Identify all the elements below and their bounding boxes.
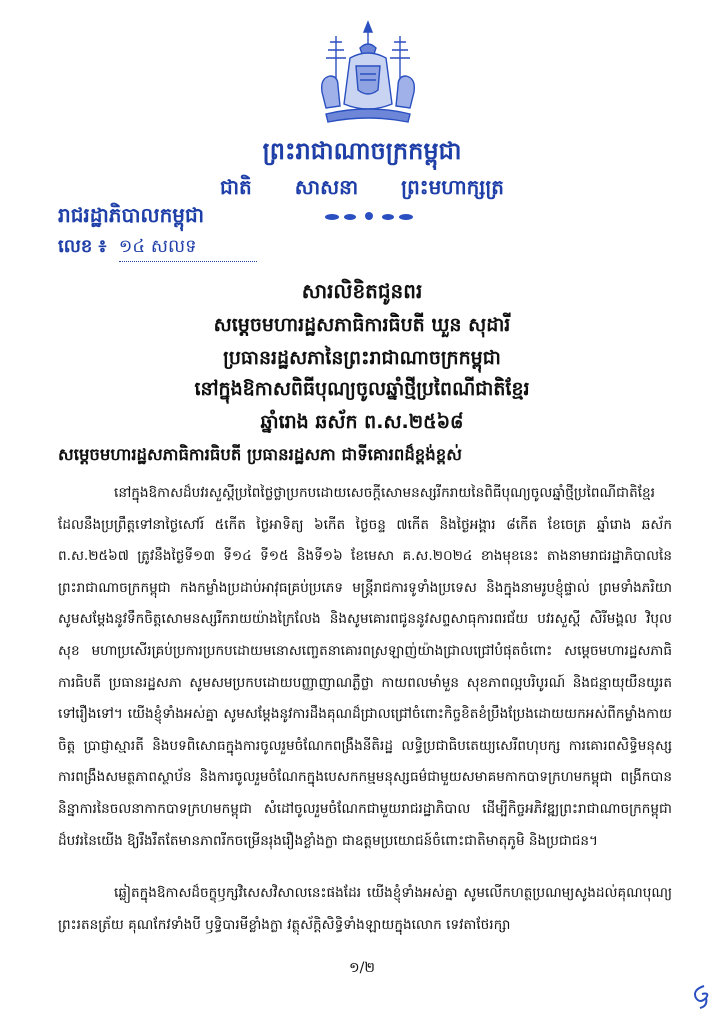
body-paragraph: ឆ្លៀតក្នុងឱកាសដ៏ចក្ខុឫក្សវិសេសវិសាលនេះផងដែរ យើងខ្ញុំទាំងអស់គ្នា សូមលើកហត្ថប្រណម្យសូងដល់គុណបុណ្យព្រះរតនត្រ័យ គុណកែវទាំងបី ឫទ្ធិបារមីខ្លាំងក្លា វត្ថុស័ក្តិសិទ្ធិទាំងឡាយក្នុងលោក ទេវតាថែរក្សា	[58, 885, 672, 933]
year-line: ឆ្នាំរោង ឆស័ក ព.ស.២៥៦៨	[260, 411, 464, 433]
recipient-name: សម្តេចមហារដ្ឋសភាធិការធិបតី ឃួន សុដារី	[213, 314, 511, 336]
motto-religion: សាសនា	[294, 175, 359, 199]
letter-title: សារលិខិតជូនពរ	[301, 279, 423, 303]
royal-arms-icon	[312, 18, 424, 130]
government-name: រាជរដ្ឋាភិបាលកម្ពុជា	[58, 203, 204, 227]
recipient-position: ប្រធានរដ្ឋសភានៃព្រះរាជាណាចក្រកម្ពុជា	[223, 347, 501, 369]
occasion-line: នៅក្នុងឱកាសពិធីបុណ្យចូលឆ្នាំថ្មីប្រពៃណីជាតិខ្មែរ	[194, 378, 530, 400]
reference-label: លេខ ៖	[58, 236, 107, 257]
page-number: ១/២	[349, 960, 375, 976]
reference-number: ១៤ សលទ	[119, 234, 257, 262]
initials-icon	[688, 982, 714, 1010]
national-motto	[0, 174, 724, 204]
motto-nation: ជាតិ	[219, 175, 252, 199]
reference-line	[58, 234, 257, 262]
body-paragraph: នៅក្នុងឱកាសដ៏បវរសួស្តីប្រពៃថ្លៃថ្លាប្រកបដោយសេចក្តីសោមនស្សរីករាយនៃពិធីបុណ្យចូលឆ្នាំថ្មីប្រពៃណីជាតិខ្មែរ ដែលនឹងប្រព្រឹត្តទៅនាថ្ងៃសៅរ៍ ៥កើត ថ្ងៃអាទិត្យ ៦កើត ថ្ងៃចន្ទ ៧កើត និងថ្ងៃអង្គារ ៨កើត ខែចេត្រ ឆ្នាំរោង ឆស័ក ព.ស.២៥៦៧ ត្រូវនឹងថ្ងៃទី១៣ ទី១៤ ទី១៥ និងទី១៦ ខែមេសា គ.ស.២០២៤ ខាងមុខនេះ តាងនាមរាជរដ្ឋាភិបាលនៃព្រះរាជាណាចក្រកម្ពុជា កងកម្លាំងប្រដាប់អាវុធគ្រប់ប្រភេទ មន្ត្រីរាជការទូទាំងប្រទេស និងក្នុងនាមរូបខ្ញុំផ្ទាល់ ព្រមទាំងភរិយា សូមសម្តែងនូវទឹកចិត្តសោមនស្សរីករាយយ៉ាងក្រៃលែង និងសូមគោរពជូននូវសព្ទសាធុការពរជ័យ បវរសួស្តី សិរីមង្គល វិបុលសុខ មហាប្រសើរគ្រប់ប្រការប្រកបដោយមនោសញ្ចេតនាគោរពស្រឡាញ់យ៉ាងជ្រាលជ្រៅបំផុតចំពោះ សម្តេចមហារដ្ឋសភាធិការធិបតី ប្រធានរដ្ឋសភា សូមសមប្រកបដោយបញ្ញាញាណភ្លឺថ្លា កាយពលមាំមួន សុខភាពល្អបរិបូរណ៍ និងជន្មាយុយឺនយូរតទៅរឿងទៅ។ យើងខ្ញុំទាំងអស់គ្នា សូមសម្តែងនូវការដឹងគុណដ៏ជ្រាលជ្រៅចំពោះកិច្ចខិតខំប្រឹងប្រែងដោយយកអស់ពីកម្លាំងកាយចិត្ត ប្រាជ្ញាស្មារតី និងបទពិសោធក្នុងការចូលរួមចំណែកពង្រឹងនីតិរដ្ឋ លទ្ធិប្រជាធិបតេយ្យសេរីពហុបក្ស ការគោរពសិទ្ធិមនុស្ស ការពង្រឹងសមត្ថភាពស្ថាប័ន និងការចូលរួមចំណែកក្នុងបេសកកម្មមនុស្សធម៌ជាមួយសមាគមកាកបាទក្រហមកម្ពុជា ពង្រីកបាននិន្នាការនៃចលនាកាកបាទក្រហមកម្ពុជា សំដៅចូលរួមចំណែកជាមួយរាជរដ្ឋាភិបាល ដើម្បីកិច្ចអភិវឌ្ឍព្រះរាជាណាចក្រកម្ពុជាដ៏បវរនៃយើង ឱ្យរឹងរឹតតែមានភាពរីកចម្រើនរុងរឿងខ្លាំងក្លា ជាឧត្តមប្រយោជន៍ចំពោះជាតិមាតុភូមិ និងប្រជាជន។	[58, 485, 672, 849]
salutation: សម្តេចមហារដ្ឋសភាធិការធិបតី ប្រធានរដ្ឋសភា ជាទីគោរពដ៏ខ្ពង់ខ្ពស់	[58, 445, 462, 464]
kingdom-name: ព្រះរាជាណាចក្រកម្ពុជា	[262, 137, 462, 165]
motto-king: ព្រះមហាក្សត្រ	[401, 175, 504, 199]
ornament-icon	[322, 207, 416, 225]
